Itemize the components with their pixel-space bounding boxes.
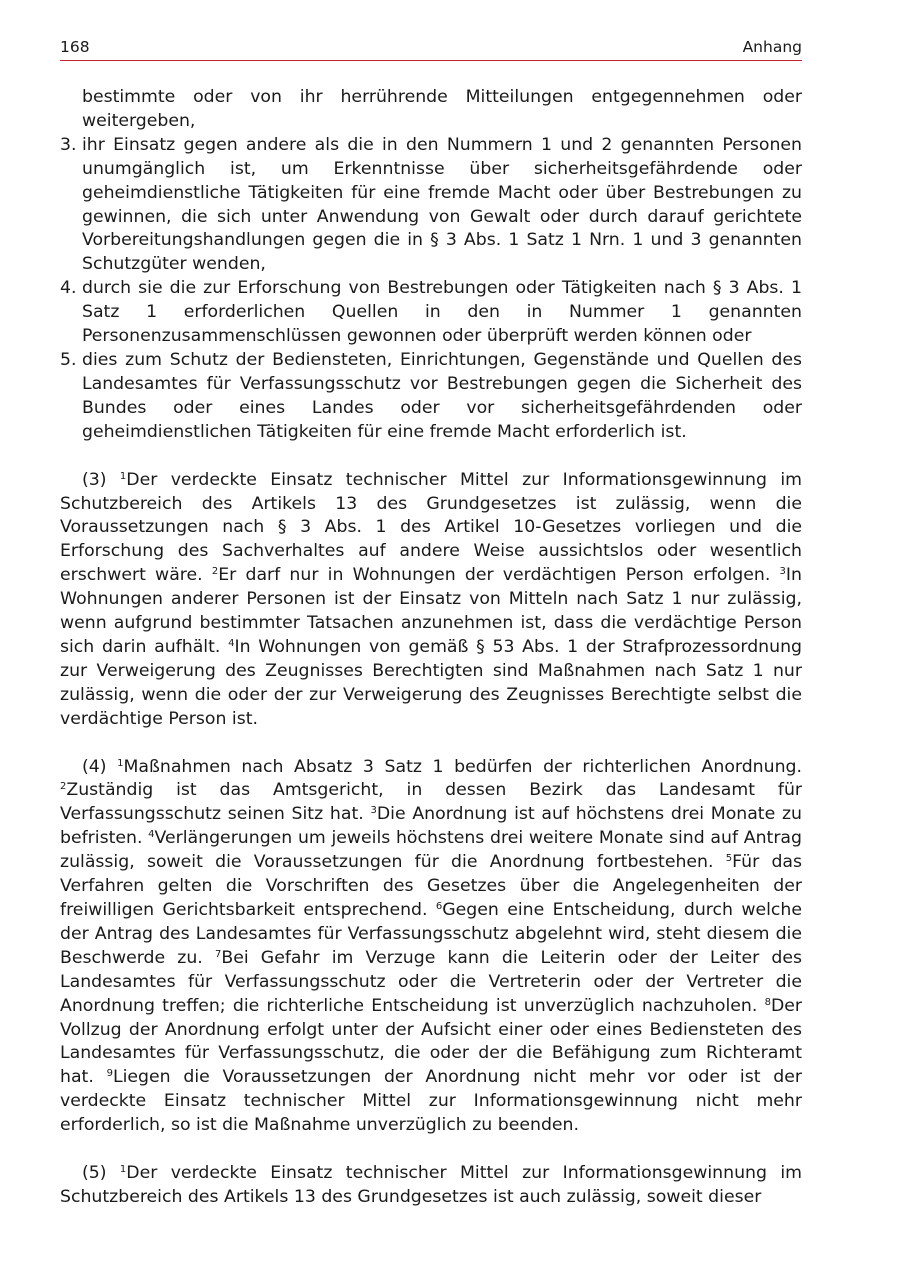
- page-body: [60, 86, 802, 1210]
- page-number: 168: [60, 38, 90, 56]
- list-item-number: 5.: [60, 349, 77, 370]
- paragraph-4: (4) $^1$Maßnahmen nach Absatz 3 Satz 1 bedürfen der richterlichen Anordnung. $^2$Zuständig ist das Amtsgericht, in dessen Bezirk das Landesamt für Verfassungsschutz seinen Sitz hat. $^3$Die Anordnung ist auf höchstens drei Monate zu befristen. $^4$Verlängerungen um jeweils höchstens drei weitere Monate sind auf Antrag zulässig, soweit die Voraussetzungen für die Anordnung fortbestehen. $^5$Für das Verfahren gelten die Vorschriften des Gesetzes über die Angelegenheiten der freiwilligen Gerichtsbarkeit entsprechend. $^6$Gegen eine Entscheidung, durch welche der Antrag des Landesamtes für Verfassungsschutz abgelehnt wird, steht diesem die Beschwerde zu. $^7$Bei Gefahr im Verzuge kann die Leiterin oder der Leiter des Landesamtes für Verfassungsschutz oder die Vertreterin oder der Vertreter die Anordnung treffen; die richterliche Entscheidung ist unverzüglich nachzuholen. $^8$Der Vollzug der Anordnung erfolgt unter der Aufsicht einer oder eines Bediensteten des Landesamtes für Verfassungsschutz, die oder der die Befähigung zum Richteramt hat. $^9$Liegen die Voraussetzungen der Anordnung nicht mehr vor oder ist der verdeckte Einsatz technischer Mittel zur Informationsgewinnung nicht mehr erforderlich, so ist die Maßnahme unverzüglich zu beenden.: [60, 756, 803, 1136]
- list-item: [60, 277, 802, 349]
- running-header: [60, 36, 802, 61]
- list-item: [60, 134, 802, 277]
- paragraph-5: (5) $^1$Der verdeckte Einsatz technischer Mittel zur Informationsgewinnung im Schutzbereich des Artikels 13 des Grundgesetzes ist auch zulässig, soweit dieser: [60, 1163, 802, 1207]
- list-item-text: durch sie die zur Erforschung von Bestrebungen oder Tätigkeiten nach § 3 Abs. 1 Satz 1 erforderlichen Quellen in den in Nummer 1 genannten Personenzusammenschlüssen gewonnen oder überprüft werden können oder: [82, 278, 802, 347]
- paragraph-label: (3): [82, 469, 107, 490]
- list-item: [60, 349, 802, 445]
- paragraph-3: (3) $^1$Der verdeckte Einsatz technischer Mittel zur Informationsgewinnung im Schutzbereich des Artikels 13 des Grundgesetzes ist zulässig, wenn die Voraussetzungen nach § 3 Abs. 1 des Artikel 10-Gesetzes vorliegen und die Erforschung des Sachverhaltes auf andere Weise aussichtslos oder wesentlich erschwert wäre. $^2$Er darf nur in Wohnungen der verdächtigen Person erfolgen. $^3$In Wohnungen anderer Personen ist der Einsatz von Mitteln nach Satz 1 nur zulässig, wenn aufgrund bestimmter Tatsachen anzunehmen ist, dass die verdächtige Person sich darin aufhält. $^4$In Wohnungen von gemäß § 53 Abs. 1 der Strafprozessordnung zur Verweigerung des Zeugnisses Berechtigten sind Maßnahmen nach Satz 1 nur zulässig, wenn die oder der zur Verweigerung des Zeugnisses Berechtigte selbst die verdächtige Person ist.: [60, 469, 803, 729]
- list-continuation: bestimmte oder von ihr herrührende Mitteilungen entgegennehmen oder weitergeben,: [82, 87, 802, 131]
- paragraph-label: (4): [82, 756, 107, 777]
- list-item-text: dies zum Schutz der Bediensteten, Einrichtungen, Gegenstände und Quellen des Landesamtes für Verfassungsschutz vor Bestrebungen gegen die Sicherheit des Bundes oder eines Landes oder vor sicherheitsgefährdenden oder geheimdienstlichen Tätigkeiten für eine fremde Macht erforderlich ist.: [82, 349, 802, 442]
- paragraph-label: (5): [82, 1163, 107, 1184]
- list-item-number: 4.: [60, 278, 77, 299]
- list-item-number: 3.: [60, 134, 77, 155]
- list-item-text: ihr Einsatz gegen andere als die in den Nummern 1 und 2 genannten Personen unumgänglich ist, um Erkenntnisse über sicherheitsgefährdende oder geheimdienstliche Tätigkeiten für eine fremde Macht oder über Bestrebungen zu gewinnen, die sich unter Anwendung von Gewalt oder durch darauf gerichtete Vorbereitungshandlungen gegen die in § 3 Abs. 1 Satz 1 Nrn. 1 und 3 genannten Schutzgüter wenden,: [82, 134, 802, 275]
- section-title: Anhang: [742, 38, 802, 56]
